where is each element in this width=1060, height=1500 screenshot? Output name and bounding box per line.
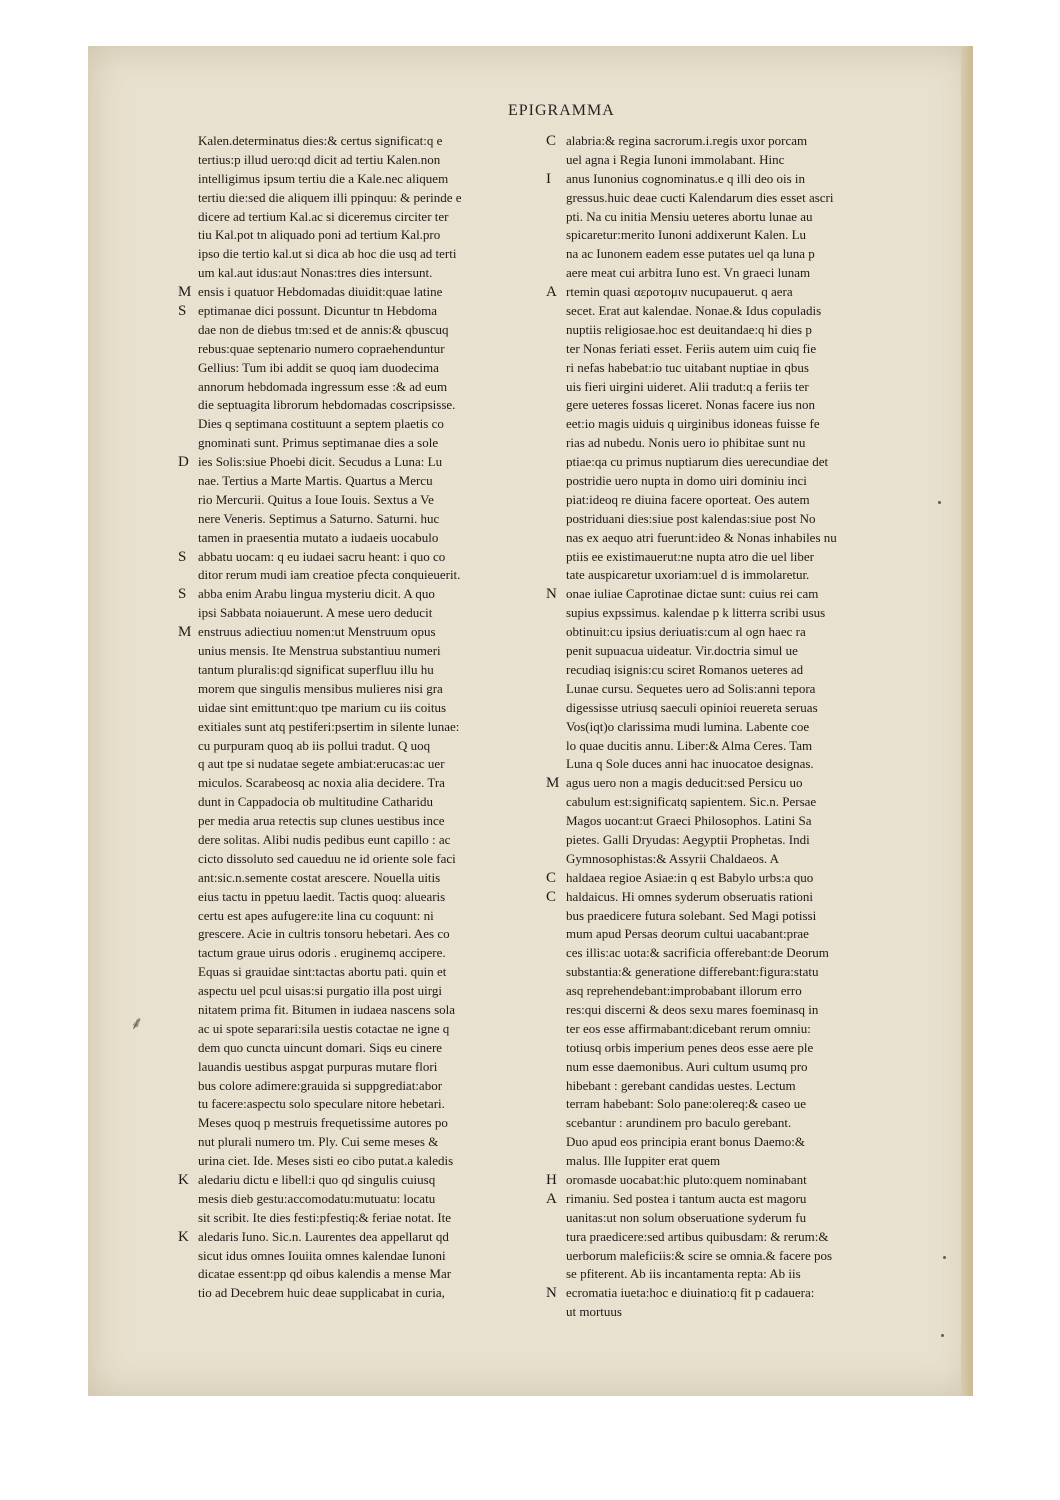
- line-text: dem quo cuncta uincunt domari. Siqs eu cinere: [198, 1039, 443, 1055]
- line-text: anus Iunonius cognominatus.e q illi deo ois in: [566, 170, 806, 186]
- text-line: [198, 1095, 558, 1114]
- line-text: uis fieri uirgini uideret. Alii tradut:q a feriis ter: [566, 378, 809, 394]
- text-line: [566, 793, 936, 812]
- initial-letter: C: [546, 869, 557, 886]
- line-text: spicaretur:merito Iunoni addixerunt Kalen. Lu: [566, 227, 807, 243]
- text-line: [198, 812, 558, 831]
- text-line: [566, 661, 936, 680]
- text-line: [566, 453, 936, 472]
- line-text: eius tactu in ppetuu laedit. Tactis quoq: aluearis: [198, 888, 446, 904]
- text-line: [566, 1247, 936, 1266]
- text-line: [566, 1152, 936, 1171]
- line-text: terram habebant: Solo pane:olereq:& caseo ue: [566, 1096, 807, 1112]
- initial-letter: C: [546, 888, 557, 905]
- line-text: urina ciet. Ide. Meses sisti eo cibo putat.a kaledis: [198, 1153, 454, 1169]
- line-text: aspectu uel pcul uisas:si purgatio illa post uirgi: [198, 983, 442, 999]
- line-text: grescere. Acie in cultris tonsoru hebetari. Aes co: [198, 926, 450, 942]
- line-text: Vos(iqt)o clarissima mudi lumina. Labente coe: [566, 718, 810, 734]
- text-line: [198, 718, 558, 737]
- line-text: dicere ad tertium Kal.ac si diceremus circiter ter: [198, 208, 449, 224]
- text-line: [566, 491, 936, 510]
- text-line: [566, 1303, 936, 1322]
- text-line: [198, 944, 558, 963]
- text-line: [178, 548, 558, 567]
- line-text: tio ad Decebrem huic deae supplicabat in curia,: [198, 1285, 445, 1301]
- text-line: [198, 226, 558, 245]
- text-line: [198, 888, 558, 907]
- line-text: obtinuit:cu ipsius deriuatis:cum al ogn haec ra: [566, 624, 806, 640]
- line-text: ditor rerum mudi iam creatioe pfecta conquieuerit.: [198, 567, 461, 583]
- line-text: aere meat cui arbitra Iuno est. Vn graeci lunam: [566, 265, 811, 281]
- text-line: [566, 963, 936, 982]
- text-line: [198, 661, 558, 680]
- text-line: [566, 623, 936, 642]
- line-text: um kal.aut idus:aut Nonas:tres dies intersunt.: [198, 265, 433, 281]
- line-text: dunt in Cappadocia ob multitudine Catharidu: [198, 794, 434, 810]
- line-text: Kalen.determinatus dies:& certus significat:q e: [198, 133, 443, 148]
- text-line: [566, 548, 936, 567]
- line-text: ant:sic.n.semente costat arescere. Nouella uitis: [198, 869, 441, 885]
- margin-dot: [941, 1334, 944, 1337]
- line-text: haldaea regioe Asiae:in q est Babylo urbs:a quo: [566, 869, 814, 885]
- line-text: nut plurali numero tm. Ply. Cui seme meses &: [198, 1134, 439, 1150]
- text-line: [566, 982, 936, 1001]
- line-text: nae. Tertius a Marte Martis. Quartus a Mercu: [198, 473, 433, 489]
- line-text: morem que singulis mensibus mulieres nisi gra: [198, 680, 443, 696]
- line-text: lauandis uestibus aspgat purpuras mutare flori: [198, 1058, 438, 1074]
- text-line: [566, 1077, 936, 1096]
- text-line: [566, 1265, 936, 1284]
- text-line: [566, 944, 936, 963]
- right-column: [546, 132, 936, 1322]
- line-text: nitatem prima fit. Bitumen in iudaea nascens sola: [198, 1001, 456, 1017]
- line-text: ptiae:qa cu primus nuptiarum dies uerecundiae det: [566, 454, 829, 470]
- text-line: [198, 1020, 558, 1039]
- text-line: [566, 718, 936, 737]
- line-text: ri nefas habebat:io tuc uitabant nuptiae in qbus: [566, 359, 809, 375]
- line-text: unius mensis. Ite Menstrua substantiuu numeri: [198, 643, 441, 659]
- line-text: ac ui spote separari:sila uestis cotactae ne igne q: [198, 1020, 450, 1036]
- line-text: nere Veneris. Septimus a Saturno. Saturni. huc: [198, 510, 440, 526]
- line-text: penit supuacua uideatur. Vir.doctria simul ue: [566, 643, 798, 659]
- text-line: [198, 737, 558, 756]
- text-line: [566, 472, 936, 491]
- line-text: tiu Kal.pot tn aliquado poni ad tertium Kal.pro: [198, 227, 441, 243]
- initial-letter: H: [546, 1171, 557, 1188]
- line-text: rtemin quasi αεροτομιν nucupauerut. q aera: [566, 284, 793, 300]
- line-text: eet:io magis uiduis q uirginibus idoneas fuisse fe: [566, 416, 820, 432]
- line-text: mesis dieb gestu:accomodatu:mutuatu: locatu: [198, 1190, 436, 1206]
- initial-letter: S: [178, 548, 187, 565]
- text-line: [566, 680, 936, 699]
- initial-letter: S: [178, 586, 187, 603]
- line-text: tate auspicaretur uxoriam:uel d is immolaretur.: [566, 567, 810, 583]
- line-text: se pfiterent. Ab iis incantamenta repta: Ab iis: [566, 1266, 801, 1282]
- left-column: [178, 132, 558, 1303]
- initial-letter: K: [178, 1171, 189, 1188]
- text-line: [198, 1039, 558, 1058]
- text-line: [198, 1265, 558, 1284]
- text-line: [198, 1247, 558, 1266]
- initial-letter: A: [546, 1190, 557, 1207]
- text-line: [566, 529, 936, 548]
- line-text: agus uero non a magis deducit:sed Persicu uo: [566, 775, 803, 791]
- line-text: uidae sint emittunt:quo tpe marium cu iis coitus: [198, 699, 447, 715]
- line-text: ter eos esse affirmabant:dicebant rerum omniu:: [566, 1020, 811, 1036]
- text-line: [546, 888, 936, 907]
- text-line: [566, 378, 936, 397]
- line-text: bus praedicere futura solebant. Sed Magi potissi: [566, 907, 817, 923]
- text-line: [198, 1190, 558, 1209]
- line-text: pietes. Galli Dryudas: Aegyptii Prophetas. Indi: [566, 831, 810, 847]
- text-line: [198, 434, 558, 453]
- text-line: [198, 415, 558, 434]
- initial-letter: A: [546, 284, 557, 301]
- line-text: nas ex aequo atri fuerunt:ideo & Nonas inhabiles nu: [566, 529, 837, 545]
- line-text: tantum pluralis:qd significat superfluu illu hu: [198, 661, 434, 677]
- initial-letter: D: [178, 454, 189, 471]
- text-line: [546, 869, 936, 888]
- text-line: [566, 415, 936, 434]
- text-line: [566, 812, 936, 831]
- line-text: uel agna i Regia Iunoni immolabant. Hinc: [566, 151, 785, 167]
- line-text: gnominati sunt. Primus septimanae dies a sole: [198, 435, 439, 451]
- margin-dot: [938, 501, 941, 504]
- text-line: [566, 208, 936, 227]
- text-line: [178, 283, 558, 302]
- text-line: [546, 774, 936, 793]
- text-line: [198, 1284, 558, 1303]
- line-text: ces illis:ac uota:& sacrificia offerebant:de Deorum: [566, 945, 829, 961]
- text-line: [198, 1077, 558, 1096]
- text-line: [198, 982, 558, 1001]
- text-line: [198, 151, 558, 170]
- margin-dot: [943, 1256, 946, 1259]
- initial-letter: C: [546, 133, 557, 149]
- line-text: num esse daemonibus. Auri cultum usumq pro: [566, 1058, 808, 1074]
- line-text: die septuagita librorum hebdomadas coscripsisse.: [198, 397, 456, 413]
- text-line: [198, 642, 558, 661]
- line-text: aledariu dictu e libell:i quo qd singulis cuiusq: [198, 1171, 436, 1187]
- line-text: ter Nonas feriati esset. Feriis autem uim cuiq fie: [566, 340, 817, 356]
- text-line: [566, 604, 936, 623]
- line-text: recudiaq isignis:cu sciret Romanos ueteres ad: [566, 661, 804, 677]
- text-line: [566, 1001, 936, 1020]
- text-line: [198, 208, 558, 227]
- line-text: onae iuliae Caprotinae dictae sunt: cuius rei cam: [566, 586, 819, 602]
- line-text: Magos uocant:ut Graeci Philosophos. Latini Sa: [566, 813, 812, 829]
- line-text: exitiales sunt atq pestiferi:psertim in silente lunae:: [198, 718, 460, 734]
- initial-letter: I: [546, 170, 551, 187]
- text-line: [198, 907, 558, 926]
- text-line: [566, 151, 936, 170]
- line-text: nuptiis religiosae.hoc est deuitandae:q hi dies p: [566, 321, 812, 337]
- line-text: postridie uero nupta in domo uiri dominiu inci: [566, 473, 807, 489]
- text-line: [198, 189, 558, 208]
- line-text: gressus.huic deae cucti Kalendarum dies esset ascri: [566, 189, 834, 205]
- text-line: [198, 378, 558, 397]
- initial-letter: M: [178, 284, 192, 301]
- text-line: [178, 453, 558, 472]
- text-line: [546, 585, 936, 604]
- scanned-page: [88, 46, 973, 1396]
- line-text: na ac Iunonem eadem esse putates uel qa luna p: [566, 246, 815, 262]
- text-line: [566, 831, 936, 850]
- text-line: [198, 472, 558, 491]
- line-text: mum apud Persas deorum cultui uacabant:prae: [566, 926, 809, 942]
- line-text: cu purpuram quoq ab iis pollui tradut. Q uoq: [198, 737, 431, 753]
- initial-letter: K: [178, 1228, 189, 1245]
- text-line: [198, 831, 558, 850]
- line-text: Lunae cursu. Sequetes uero ad Solis:anni tepora: [566, 680, 816, 696]
- line-text: dae non de diebus tm:sed et de annis:& qbuscuq: [198, 321, 449, 337]
- text-line: [198, 359, 558, 378]
- text-line: [566, 699, 936, 718]
- text-line: [198, 132, 558, 151]
- line-text: lo quae ducitis annu. Liber:& Alma Ceres. Tam: [566, 737, 813, 753]
- line-text: res:qui discerni & deos sexu mares foeminasq in: [566, 1001, 819, 1017]
- line-text: Gellius: Tum ibi addit se quoq iam duodecima: [198, 359, 439, 375]
- line-text: cabulum est:significatq sapientem. Sic.n. Persae: [566, 794, 817, 810]
- text-line: [198, 170, 558, 189]
- line-text: ecromatia iueta:hoc e diuinatio:q fit p cadauera:: [566, 1285, 815, 1301]
- line-text: oromasde uocabat:hic pluto:quem nominabant: [566, 1171, 807, 1187]
- text-line: [566, 755, 936, 774]
- text-line: [198, 869, 558, 888]
- text-line: [198, 755, 558, 774]
- initial-letter: S: [178, 303, 187, 320]
- text-line: [198, 774, 558, 793]
- line-text: ut mortuus: [566, 1304, 622, 1320]
- text-line: [198, 321, 558, 340]
- text-line: [566, 737, 936, 756]
- line-text: supius expssimus. kalendae p k litterra scribi usus: [566, 605, 826, 621]
- text-line: [566, 434, 936, 453]
- text-line: [566, 1133, 936, 1152]
- text-line: [566, 321, 936, 340]
- text-line: [198, 963, 558, 982]
- text-line: [198, 793, 558, 812]
- text-line: [198, 396, 558, 415]
- line-text: ipsi Sabbata noiauerunt. A mese uero deducit: [198, 605, 433, 621]
- text-line: [566, 226, 936, 245]
- initial-letter: M: [546, 775, 560, 792]
- line-text: ensis i quatuor Hebdomadas diuidit:quae latine: [198, 284, 443, 300]
- line-text: dere solitas. Alibi nudis pedibus eunt capillo : ac: [198, 831, 451, 847]
- line-text: tu facere:aspectu solo speculare nitore hebetari.: [198, 1096, 445, 1112]
- text-line: [566, 340, 936, 359]
- line-text: uanitas:ut non solum obseruatione syderum fu: [566, 1209, 807, 1225]
- line-text: sit scribit. Ite dies festi:pfestiq:& feriae notat. Ite: [198, 1209, 452, 1225]
- line-text: dicatae essent:pp qd oibus kalendis a mense Mar: [198, 1266, 452, 1282]
- text-line: [566, 850, 936, 869]
- text-line: [566, 396, 936, 415]
- text-line: [178, 302, 558, 321]
- text-line: [546, 132, 936, 151]
- text-line: [198, 245, 558, 264]
- page-edge: [961, 46, 973, 1396]
- line-text: rias ad nubedu. Nonis uero io phibitae sunt nu: [566, 435, 806, 451]
- text-line: [198, 510, 558, 529]
- text-line: [566, 907, 936, 926]
- line-text: annorum hebdomada ingressum esse :& ad eum: [198, 378, 448, 394]
- line-text: ptiis ee existimauerut:ne nupta atro die uel liber: [566, 548, 815, 564]
- text-line: [198, 1058, 558, 1077]
- text-line: [566, 1228, 936, 1247]
- text-line: [198, 529, 558, 548]
- text-line: [566, 1095, 936, 1114]
- text-line: [566, 510, 936, 529]
- line-text: q aut tpe si nudatae segete ambiat:erucas:ac uer: [198, 756, 445, 772]
- text-line: [566, 925, 936, 944]
- text-line: [198, 850, 558, 869]
- text-line: [546, 170, 936, 189]
- text-line: [566, 566, 936, 585]
- line-text: malus. Ille Iuppiter erat quem: [566, 1153, 721, 1169]
- text-line: [546, 1284, 936, 1303]
- text-line: [198, 1133, 558, 1152]
- line-text: abbatu uocam: q eu iudaei sacru heant: i quo co: [198, 548, 446, 564]
- line-text: tura praedicere:sed artibus quibusdam: & rerum:&: [566, 1228, 829, 1244]
- line-text: alabria:& regina sacrorum.i.regis uxor porcam: [566, 133, 808, 148]
- initial-letter: N: [546, 1285, 557, 1302]
- line-text: haldaicus. Hi omnes syderum obseruatis rationi: [566, 888, 813, 904]
- text-line: [566, 264, 936, 283]
- line-text: substantia:& generatione differebant:figura:statu: [566, 964, 819, 980]
- text-line: [198, 1114, 558, 1133]
- line-text: intelligimus ipsum tertiu die a Kale.nec aliquem: [198, 170, 449, 186]
- text-line: [178, 1228, 558, 1247]
- line-text: ies Solis:siue Phoebi dicit. Secudus a Luna: Lu: [198, 454, 443, 470]
- line-text: asq reprehendebant:improbabant illorum erro: [566, 983, 802, 999]
- line-text: certu est apes aufugere:ite lina cu coquunt: ni: [198, 907, 434, 923]
- text-line: [198, 491, 558, 510]
- text-line: [198, 604, 558, 623]
- text-line: [566, 245, 936, 264]
- line-text: Luna q Sole duces anni hac inuocatoe designas.: [566, 756, 814, 772]
- line-text: pti. Na cu initia Mensiu ueteres abortu lunae au: [566, 208, 813, 224]
- text-line: [178, 623, 558, 642]
- line-text: sicut idus omnes Iouiita omnes kalendae Iunoni: [198, 1247, 446, 1263]
- line-text: totiusq orbis imperium penes deos esse aere ple: [566, 1039, 814, 1055]
- text-line: [566, 302, 936, 321]
- text-line: [546, 1190, 936, 1209]
- line-text: rebus:quae septenario numero copraehenduntur: [198, 340, 445, 356]
- line-text: Equas si grauidae sint:tactas abortu pati. quin et: [198, 964, 447, 980]
- line-text: Duo apud eos principia erant bonus Daemo:&: [566, 1134, 805, 1150]
- line-text: per media arua retectis sup clunes uestibus ince: [198, 813, 445, 829]
- line-text: digessisse utriusq saeculi opinioi reuereta seruas: [566, 699, 818, 715]
- text-line: [198, 264, 558, 283]
- line-text: Gymnosophistas:& Assyrii Chaldaeos. A: [566, 850, 780, 866]
- line-text: tamen in praesentia mutato a iudaeis uocabulo: [198, 529, 439, 545]
- text-line: [178, 1171, 558, 1190]
- text-line: [198, 566, 558, 585]
- initial-letter: M: [178, 624, 192, 641]
- text-line: [178, 585, 558, 604]
- line-text: aledaris Iuno. Sic.n. Laurentes dea appellarut qd: [198, 1228, 449, 1244]
- text-line: [566, 642, 936, 661]
- line-text: Meses quoq p mestruis frequetissime autores po: [198, 1115, 448, 1131]
- line-text: ipso die tertio kal.ut si dica ab hoc die usq ad terti: [198, 246, 457, 262]
- text-line: [198, 340, 558, 359]
- line-text: abba enim Arabu lingua mysteriu dicit. A quo: [198, 586, 435, 602]
- line-text: postriduani dies:siue post kalendas:siue post No: [566, 510, 816, 526]
- text-line: [198, 925, 558, 944]
- text-line: [198, 680, 558, 699]
- line-text: rio Mercurii. Quitus a Ioue Iouis. Sextus a Ve: [198, 491, 434, 507]
- line-text: eptimanae dici possunt. Dicuntur tn Hebdoma: [198, 303, 438, 319]
- running-head: EPIGRAMMA: [508, 102, 615, 119]
- line-text: rimaniu. Sed postea i tantum aucta est magoru: [566, 1190, 807, 1206]
- text-line: [566, 1209, 936, 1228]
- text-line: [566, 1058, 936, 1077]
- line-text: tactum graue uirus odoris . eruginemq accipere.: [198, 945, 446, 961]
- text-line: [198, 1209, 558, 1228]
- text-line: [566, 1114, 936, 1133]
- line-text: tertius:p illud uero:qd dicit ad tertiu Kalen.non: [198, 151, 441, 167]
- line-text: hibebant : gerebant candidas uestes. Lectum: [566, 1077, 796, 1093]
- line-text: gere ueteres fossas liceret. Nonas facere ius non: [566, 397, 816, 413]
- line-text: piat:ideoq re diuina facere oporteat. Oes autem: [566, 491, 810, 507]
- line-text: secet. Erat aut kalendae. Nonae.& Idus copuladis: [566, 303, 822, 319]
- line-text: bus colore adimere:grauida si suppgrediat:abor: [198, 1077, 443, 1093]
- line-text: cicto dissoluto sed caueduu ne id oriente sole faci: [198, 850, 456, 866]
- text-line: [566, 359, 936, 378]
- line-text: tertiu die:sed die aliquem illi ppinquu: & perinde e: [198, 189, 462, 205]
- line-text: uerborum maleficiis:& scire se omnia.& facere pos: [566, 1247, 833, 1263]
- initial-letter: N: [546, 586, 557, 603]
- line-text: scebantur : arundinem pro baculo gerebant.: [566, 1115, 792, 1131]
- text-line: [566, 1039, 936, 1058]
- text-line: [546, 1171, 936, 1190]
- text-line: [546, 283, 936, 302]
- text-line: [566, 1020, 936, 1039]
- text-line: [198, 1001, 558, 1020]
- line-text: Dies q septimana costituunt a septem plaetis co: [198, 416, 444, 432]
- text-line: [566, 189, 936, 208]
- text-line: [198, 1152, 558, 1171]
- text-line: [198, 699, 558, 718]
- line-text: enstruus adiectiuu nomen:ut Menstruum opus: [198, 624, 436, 640]
- line-text: miculos. Scarabeosq ac noxia alia decidere. Tra: [198, 775, 445, 791]
- margin-mark: ⸙: [130, 1013, 144, 1033]
